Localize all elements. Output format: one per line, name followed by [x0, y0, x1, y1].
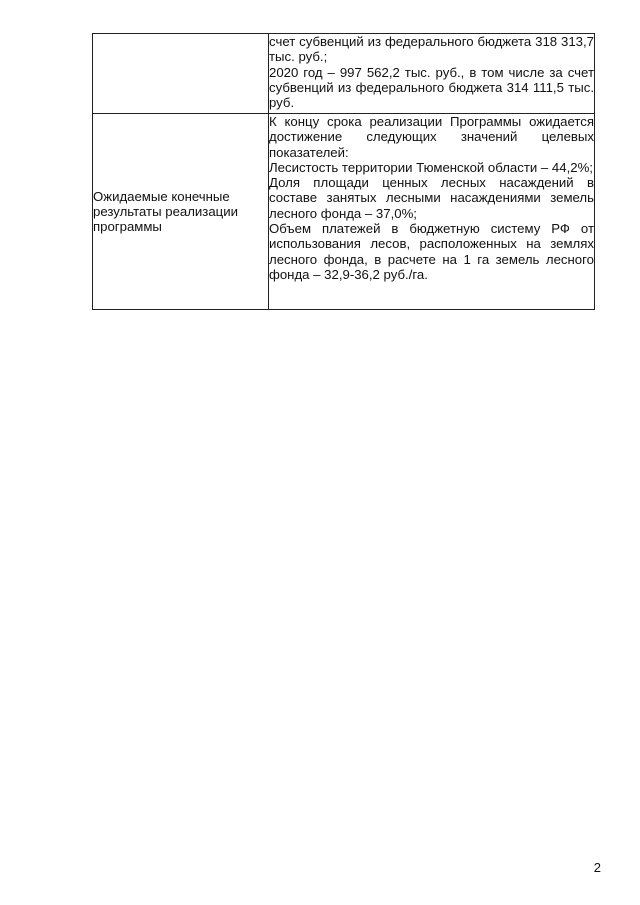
row-label-cell [93, 34, 269, 114]
page-number: 2 [593, 860, 601, 875]
target-indicator: Объем платежей в бюджетную систему РФ от использования лесов, расположенных на землях лесного фонда, в расчете на 1 га земель лесного фонда – 32,9-36,2 руб./га. [269, 221, 594, 282]
table-row [93, 114, 595, 310]
passport-table [92, 33, 595, 310]
row-value-cell [269, 114, 595, 310]
table-row [93, 34, 595, 114]
funding-paragraph: 2020 год – 997 562,2 тыс. руб., в том числе за счет субвенций из федерального бюджета 314 111,5 тыс. руб. [269, 64, 594, 111]
results-intro: К концу срока реализации Программы ожидается достижение следующих значений целевых показателей: [269, 114, 594, 160]
row-value-cell [269, 34, 595, 114]
row-label: Ожидаемые конечные результаты реализации программы [93, 188, 238, 235]
target-indicator: Доля площади ценных лесных насаждений в составе занятых лесными насаждениями земель лесного фонда – 37,0%; [269, 175, 594, 221]
row-label-cell [93, 114, 269, 310]
funding-paragraph: счет субвенций из федерального бюджета 318 313,7 тыс. руб.; [269, 34, 594, 65]
target-indicator: Лесистость территории Тюменской области – 44,2%; [269, 159, 593, 175]
